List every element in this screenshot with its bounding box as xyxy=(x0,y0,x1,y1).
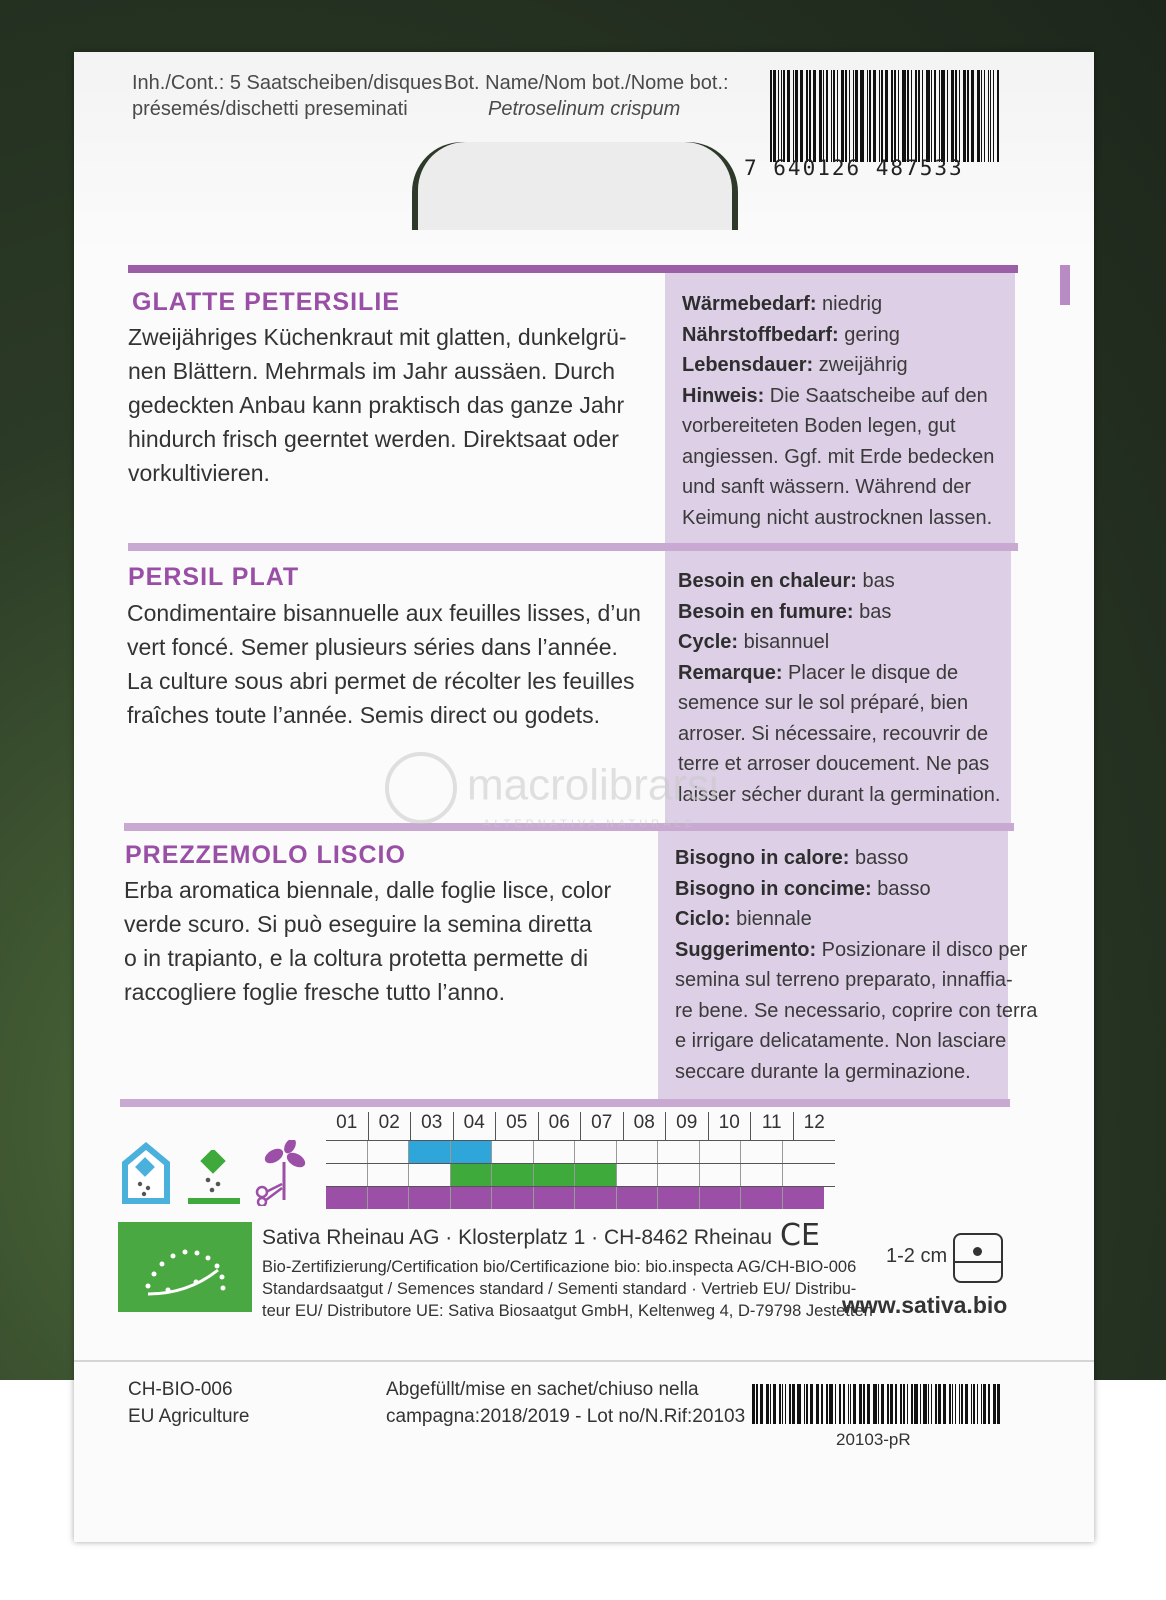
calendar-cell xyxy=(409,1164,451,1186)
outdoor-sowing-icon xyxy=(188,1150,240,1206)
barcode-bar xyxy=(800,70,803,162)
info-line xyxy=(675,996,1037,1027)
info-line xyxy=(682,289,994,320)
calendar-cell xyxy=(741,1141,783,1163)
barcode-bar xyxy=(983,1384,986,1424)
calendar-month-label: 03 xyxy=(411,1112,454,1140)
barcode-bar xyxy=(961,1384,964,1424)
calendar-month-label: 04 xyxy=(454,1112,497,1140)
barcode-bar xyxy=(915,70,918,162)
info-value: Keimung nicht austrocknen lassen. xyxy=(682,506,993,529)
barcode-bar xyxy=(959,1384,960,1424)
calendar-month-label: 05 xyxy=(496,1112,539,1140)
info-label: Ciclo: xyxy=(675,908,731,930)
calendar-cell xyxy=(617,1164,659,1186)
watermark-subtext: ALTERNATIVA NATURALE xyxy=(483,818,697,830)
barcode-bar xyxy=(770,1384,771,1424)
calendar-cell xyxy=(492,1141,534,1163)
barcode-bar xyxy=(778,70,779,162)
harvest-icon xyxy=(254,1140,310,1206)
barcode-bar xyxy=(806,70,808,162)
info-line xyxy=(678,658,1000,689)
section-title-fr: PERSIL PLAT xyxy=(128,563,300,591)
barcode-bar xyxy=(863,1384,865,1424)
barcode-bar xyxy=(911,1384,914,1424)
calendar-cell xyxy=(617,1141,659,1163)
ce-mark: CE xyxy=(780,1218,820,1253)
eu-organic-logo xyxy=(118,1222,252,1312)
calendar-cell xyxy=(575,1141,617,1163)
barcode-bar xyxy=(943,1384,946,1424)
info-label: Besoin en chaleur: xyxy=(678,570,857,592)
info-line xyxy=(682,472,994,503)
lot-line-1: Abgefüllt/mise en sachet/chiuso nella xyxy=(386,1379,699,1400)
calendar-month-label: 12 xyxy=(803,1112,825,1133)
info-label: Nährstoffbedarf: xyxy=(682,323,839,346)
info-value: bas xyxy=(853,600,892,623)
barcode-bar xyxy=(779,1384,781,1424)
calendar-cell xyxy=(575,1164,617,1186)
barcode-bar xyxy=(931,70,933,162)
greenhouse-sowing-icon xyxy=(120,1140,172,1206)
info-line xyxy=(675,1057,1037,1088)
info-label: Bisogno in calore: xyxy=(675,847,850,869)
calendar-cell xyxy=(451,1187,493,1209)
info-line xyxy=(678,749,1000,780)
barcode-bar xyxy=(885,70,888,162)
calendar-cell xyxy=(783,1164,825,1186)
calendar-row-harvest xyxy=(326,1186,835,1209)
section-title-it: PREZZEMOLO LISCIO xyxy=(125,841,406,869)
calendar-cell xyxy=(741,1187,783,1209)
barcode-bar xyxy=(789,1384,791,1424)
barcode-bar xyxy=(971,1384,972,1424)
barcode-bar xyxy=(911,70,912,162)
info-value: re bene. Se necessario, coprire con terra xyxy=(675,999,1038,1022)
barcode-bar xyxy=(859,1384,862,1424)
barcode-bar xyxy=(951,70,955,162)
barcode-bar xyxy=(895,1384,898,1424)
barcode-bar xyxy=(867,70,868,162)
barcode-bar xyxy=(918,70,920,162)
barcode-bar xyxy=(977,70,980,162)
ean-barcode xyxy=(770,70,1000,162)
barcode-bar xyxy=(821,1384,823,1424)
info-value: gering xyxy=(838,323,900,346)
calendar-cell xyxy=(658,1141,700,1163)
info-line xyxy=(675,935,1037,966)
body-line: Erba aromatica biennale, dalle foglie lisce, color xyxy=(124,877,612,903)
barcode-bar xyxy=(783,70,785,162)
calendar-cell xyxy=(409,1187,451,1209)
calendar-cell xyxy=(658,1187,700,1209)
info-line xyxy=(682,350,994,381)
info-line xyxy=(678,780,1000,811)
barcode-bar xyxy=(881,70,883,162)
calendar-cell xyxy=(492,1187,534,1209)
calendar-cell xyxy=(326,1187,368,1209)
barcode-bar xyxy=(959,70,960,162)
calendar-cell xyxy=(451,1164,493,1186)
info-line xyxy=(682,442,994,473)
body-line: Zweijähriges Küchenkraut mit glatten, dunkelgrü- xyxy=(128,324,627,350)
calendar-cell xyxy=(368,1164,410,1186)
info-list-fr xyxy=(678,566,1000,810)
lot-block xyxy=(386,1376,745,1430)
calendar-month-label: 07 xyxy=(581,1112,624,1140)
section-body-fr xyxy=(127,596,641,732)
info-line xyxy=(678,597,1000,628)
calendar-month-label: 08 xyxy=(624,1112,667,1140)
barcode-bar xyxy=(770,70,772,162)
info-value: laisser sécher durant la germination. xyxy=(678,783,1001,806)
calendar-months xyxy=(326,1112,835,1140)
barcode-bar xyxy=(766,1384,769,1424)
calendar-cell xyxy=(700,1164,742,1186)
info-value: bisannuel xyxy=(738,631,830,653)
info-value: vorbereiteten Boden legen, gut xyxy=(682,415,956,437)
calendar-cell xyxy=(700,1141,742,1163)
body-line: o in trapianto, e la coltura protetta permette di xyxy=(124,945,589,971)
contents-line-1: Inh./Cont.: 5 Saatscheiben/disques xyxy=(132,72,443,94)
top-divider xyxy=(128,265,1018,273)
barcode-bar xyxy=(997,70,999,162)
certification-text: Bio-Zertifizierung/Certification bio/Certificazione bio: bio.inspecta AG/CH-BIO-006 xyxy=(262,1258,857,1276)
info-value: zweijährig xyxy=(813,354,908,376)
calendar-month-label: 01 xyxy=(326,1112,369,1140)
hanging-tab-cutout xyxy=(412,142,738,230)
barcode-bar xyxy=(949,1384,952,1424)
sowing-depth-icon xyxy=(953,1233,1003,1283)
barcode-bar xyxy=(907,1384,908,1424)
info-line xyxy=(682,503,994,534)
section-body-de xyxy=(128,320,627,490)
barcode-bar xyxy=(792,1384,795,1424)
barcode-bar xyxy=(891,70,894,162)
barcode-bar xyxy=(752,1384,755,1424)
barcode-bar xyxy=(845,70,847,162)
info-line xyxy=(678,566,1000,597)
barcode-bar xyxy=(920,1384,921,1424)
body-line: gedeckten Anbau kann praktisch das ganze Jahr xyxy=(128,392,625,418)
lot-barcode xyxy=(752,1384,1002,1424)
calendar-cell xyxy=(575,1187,617,1209)
watermark-text: macrolibrarsi xyxy=(467,760,719,810)
barcode-bar xyxy=(823,70,824,162)
barcode-bar xyxy=(867,1384,870,1424)
botanical-label: Bot. Name/Nom bot./Nome bot.: xyxy=(444,72,729,94)
calendar-row-outdoor-sowing xyxy=(326,1163,835,1186)
body-line: vorkultivieren. xyxy=(128,460,270,486)
barcode-bar xyxy=(900,1384,902,1424)
barcode-bar xyxy=(804,1384,805,1424)
barcode-bar xyxy=(826,1384,829,1424)
standard-seed-line-2: teur EU/ Distributore UE: Sativa Biosaatgut GmbH, Keltenweg 4, D-79798 Jestetten xyxy=(262,1302,873,1320)
info-label: Wärmebedarf: xyxy=(682,293,817,315)
info-list-de xyxy=(682,289,994,533)
barcode-bar xyxy=(760,1384,763,1424)
sowing-depth: 1-2 cm xyxy=(886,1245,948,1267)
barcode-bar xyxy=(787,70,790,162)
barcode-bar xyxy=(785,1384,787,1424)
section-title-de: GLATTE PETERSILIE xyxy=(132,288,400,316)
calendar-cell xyxy=(368,1187,410,1209)
barcode-bar xyxy=(869,70,871,162)
info-value: basso xyxy=(871,877,931,900)
info-label: Lebensdauer: xyxy=(682,354,814,376)
barcode-bar xyxy=(860,70,864,162)
section-body-it xyxy=(124,873,611,1009)
calendar-cell xyxy=(326,1141,368,1163)
info-line xyxy=(682,320,994,351)
barcode-bar xyxy=(977,1384,978,1424)
barcode-bar xyxy=(816,1384,817,1424)
info-value: semence sur le sol préparé, bien xyxy=(678,692,969,714)
calendar-month-label: 02 xyxy=(369,1112,412,1140)
divider-3 xyxy=(120,1099,1010,1107)
barcode-bar xyxy=(914,1384,917,1424)
barcode-bar xyxy=(990,70,991,162)
barcode-bar xyxy=(967,70,969,162)
barcode-bar xyxy=(773,70,776,162)
standard-seed-line-1: Standardsaatgut / Semences standard / Sementi standard · Vertrieb EU/ Distribu- xyxy=(262,1280,857,1298)
calendar-cell xyxy=(741,1164,783,1186)
calendar-cell xyxy=(617,1187,659,1209)
barcode-bar xyxy=(873,70,877,162)
side-accent xyxy=(1060,265,1070,305)
calendar-cell xyxy=(783,1187,825,1209)
botanical-block xyxy=(444,70,729,122)
info-value: Placer le disque de xyxy=(782,661,959,684)
barcode-bar xyxy=(907,70,909,162)
info-line xyxy=(675,1026,1037,1057)
barcode-bar xyxy=(848,1384,849,1424)
info-line xyxy=(675,843,1037,874)
barcode-bar xyxy=(855,70,859,162)
info-value: arroser. Si nécessaire, recouvrir de xyxy=(678,722,989,745)
barcode-bar xyxy=(781,70,782,162)
barcode-bar xyxy=(878,1384,880,1424)
info-value: semina sul terreno preparato, innaffia- xyxy=(675,969,1013,991)
barcode-bar xyxy=(795,70,799,162)
barcode-bar xyxy=(931,1384,933,1424)
info-value: terre et arroser doucement. Ne pas xyxy=(678,753,990,775)
calendar-cell xyxy=(534,1187,576,1209)
body-line: vert foncé. Semer plusieurs séries dans l’année. xyxy=(127,634,618,660)
barcode-bar xyxy=(928,1384,929,1424)
info-line xyxy=(675,904,1037,935)
info-value: und sanft wässern. Während der xyxy=(682,476,972,498)
barcode-bar xyxy=(873,1384,876,1424)
divider-1 xyxy=(128,543,1018,551)
body-line: hindurch frisch geerntet werden. Direktsaat oder xyxy=(128,426,619,452)
calendar-cell xyxy=(368,1141,410,1163)
barcode-bar xyxy=(879,70,880,162)
ean-digits: 7 640126 487533 xyxy=(744,156,964,180)
calendar-cell xyxy=(658,1164,700,1186)
info-label: Remarque: xyxy=(678,661,783,684)
calendar-month-label: 09 xyxy=(666,1112,709,1140)
barcode-bar xyxy=(898,70,899,162)
barcode-bar xyxy=(850,1384,851,1424)
calendar-cell xyxy=(326,1164,368,1186)
info-label: Hinweis: xyxy=(682,384,765,407)
info-value: e irrigare delicatamente. Non lasciare xyxy=(675,1030,1007,1052)
botanical-name: Petroselinum crispum xyxy=(488,98,681,120)
calendar-cell xyxy=(534,1164,576,1186)
barcode-bar xyxy=(809,70,811,162)
barcode-bar xyxy=(826,70,828,162)
info-value: seccare durante la germinazione. xyxy=(675,1060,971,1083)
info-list-it xyxy=(675,843,1037,1087)
info-line xyxy=(678,627,1000,658)
cert-code: CH-BIO-006 xyxy=(128,1379,233,1400)
calendar-row-indoor-sowing xyxy=(326,1140,835,1163)
barcode-bar xyxy=(890,1384,893,1424)
info-value: niedrig xyxy=(816,293,883,315)
calendar-cell xyxy=(409,1141,451,1163)
info-line xyxy=(675,965,1037,996)
barcode-bar xyxy=(955,70,957,162)
website-url: www.sativa.bio xyxy=(842,1292,1008,1318)
eu-agriculture: EU Agriculture xyxy=(128,1406,250,1427)
barcode-bar xyxy=(782,1384,783,1424)
barcode-bar xyxy=(806,1384,809,1424)
barcode-bar xyxy=(981,1384,982,1424)
body-line: raccogliere foglie fresche tutto l’anno. xyxy=(124,979,505,1005)
barcode-bar xyxy=(993,1384,996,1424)
barcode-bar xyxy=(902,70,906,162)
barcode-bar xyxy=(839,1384,840,1424)
barcode-bar xyxy=(971,70,975,162)
barcode-bar xyxy=(955,1384,956,1424)
info-line xyxy=(678,688,1000,719)
barcode-bar xyxy=(934,70,936,162)
calendar-cell xyxy=(451,1141,493,1163)
calendar-month-label: 06 xyxy=(539,1112,582,1140)
barcode-bar xyxy=(843,1384,845,1424)
info-value: Die Saatscheibe auf den xyxy=(764,384,988,407)
barcode-bar xyxy=(819,70,822,162)
barcode-bar xyxy=(756,1384,759,1424)
barcode-bar xyxy=(981,70,982,162)
barcode-bar xyxy=(997,1384,1000,1424)
barcode-bar xyxy=(938,1384,941,1424)
barcode-bar xyxy=(973,1384,976,1424)
barcode-bar xyxy=(984,70,985,162)
calendar-cell xyxy=(700,1187,742,1209)
cert-block xyxy=(128,1376,249,1430)
barcode-bar xyxy=(797,1384,800,1424)
info-label: Suggerimento: xyxy=(675,938,817,961)
barcode-bar xyxy=(935,1384,937,1424)
calendar-cell xyxy=(492,1164,534,1186)
barcode-bar xyxy=(849,70,850,162)
contents-line-2: présemés/dischetti preseminati xyxy=(132,98,408,120)
barcode-bar xyxy=(773,1384,776,1424)
info-line xyxy=(675,874,1037,905)
barcode-bar xyxy=(988,1384,990,1424)
barcode-bar xyxy=(993,70,994,162)
lot-line-2: campagna:2018/2019 - Lot no/N.Rif:20103 xyxy=(386,1406,746,1427)
contents-text xyxy=(132,70,442,122)
barcode-bar xyxy=(894,70,896,162)
sowing-calendar xyxy=(326,1112,835,1209)
body-line: nen Blättern. Mehrmals im Jahr aussäen. Durch xyxy=(128,358,616,384)
calendar-cell xyxy=(534,1141,576,1163)
barcode-bar xyxy=(829,1384,832,1424)
barcode-bar xyxy=(988,70,990,162)
bottom-fold-line xyxy=(74,1360,1094,1362)
barcode-bar xyxy=(853,70,854,162)
watermark xyxy=(385,752,719,830)
barcode-bar xyxy=(903,1384,905,1424)
info-label: Bisogno in concime: xyxy=(675,877,872,900)
barcode-bar xyxy=(952,1384,953,1424)
barcode-bar xyxy=(833,70,836,162)
barcode-bar xyxy=(963,70,966,162)
barcode-bar xyxy=(922,70,923,162)
calendar-month-label: 10 xyxy=(709,1112,752,1140)
barcode-bar xyxy=(887,1384,890,1424)
barcode-bar xyxy=(926,70,930,162)
barcode-bar xyxy=(941,70,945,162)
barcode-bar xyxy=(841,70,844,162)
info-value: Posizionare il disco per xyxy=(816,938,1028,961)
barcode-bar xyxy=(923,1384,926,1424)
barcode-bar xyxy=(831,70,832,162)
calendar-cell xyxy=(783,1141,825,1163)
info-line xyxy=(682,381,994,412)
info-line xyxy=(682,411,994,442)
info-value: bas xyxy=(856,570,895,592)
info-value: angiessen. Ggf. mit Erde bedecken xyxy=(682,445,995,468)
body-line: fraîches toute l’année. Semis direct ou godets. xyxy=(127,702,601,728)
barcode-bar xyxy=(835,1384,836,1424)
info-label: Besoin en fumure: xyxy=(678,600,854,623)
body-line: Condimentaire bisannuelle aux feuilles lisses, d’un xyxy=(127,600,641,626)
barcode-bar xyxy=(840,1384,841,1424)
company-address: Sativa Rheinau AG · Klosterplatz 1 · CH-8462 Rheinau xyxy=(262,1226,773,1249)
barcode-bar xyxy=(853,1384,856,1424)
barcode-bar xyxy=(793,70,794,162)
info-line xyxy=(678,719,1000,750)
barcode-bar xyxy=(939,70,940,162)
barcode-bar xyxy=(881,1384,884,1424)
info-label: Cycle: xyxy=(678,631,739,653)
barcode-bar xyxy=(947,70,948,162)
barcode-bar xyxy=(817,1384,819,1424)
barcode-bar xyxy=(965,1384,968,1424)
body-line: verde scuro. Si può eseguire la semina diretta xyxy=(124,911,592,937)
barcode-bar xyxy=(813,70,817,162)
info-value: biennale xyxy=(730,908,812,930)
info-value: basso xyxy=(849,847,909,869)
body-line: La culture sous abri permet de récolter les feuilles xyxy=(127,668,635,694)
leaf-logo-icon xyxy=(385,752,457,824)
calendar-month-label: 11 xyxy=(751,1112,794,1140)
lot-code: 20103-pR xyxy=(836,1430,911,1449)
barcode-bar xyxy=(810,1384,813,1424)
barcode-bar xyxy=(837,70,838,162)
